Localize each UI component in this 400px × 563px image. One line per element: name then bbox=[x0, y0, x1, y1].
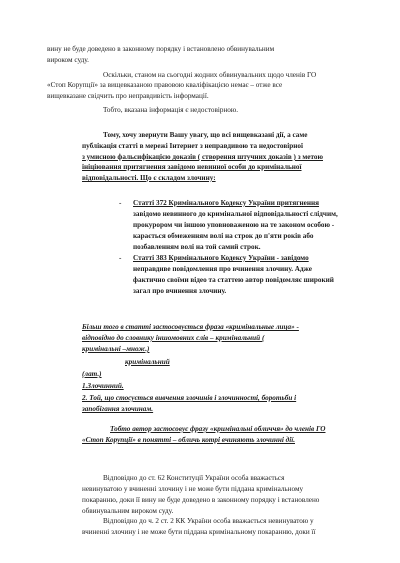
text-line: покаранню, доки її вину не буде доведено в законному порядку і встановлено bbox=[82, 496, 320, 504]
bullet-marker: - bbox=[119, 199, 122, 207]
text-line: вину не буде доведено в законному порядку і встановлено обвинувальним bbox=[47, 45, 275, 53]
text-line: кримінальний bbox=[125, 358, 170, 366]
text-line: Відповідно до ст. 62 Конституції України особа вважається bbox=[103, 474, 285, 482]
text-line: вчиненні злочину і не може бути піддана кримінальному покаранню, доки її bbox=[82, 528, 316, 536]
text-line: відповідно до словнику іншомовних слів – кримінальний ( bbox=[82, 334, 265, 342]
text-line: Тобто автор застосовує фразу «кримінальні обличчя» до членів ГО bbox=[110, 425, 326, 433]
text-line: Статті 372 Кримінального Кодексу України притягнення bbox=[133, 199, 320, 207]
text-line: запобігання злочинам. bbox=[82, 405, 154, 413]
text-line: Тому, хочу звернути Вашу увагу, що всі вищевказані дії, а саме bbox=[103, 131, 308, 139]
text-line: позбавленням волі на той самий строк. bbox=[133, 243, 261, 251]
text-line: карається обмеженням волі на строк до п'яти років або bbox=[133, 232, 314, 240]
text-line: «Стоп Корупції» в понятті – обличь котрі вчиняють злочинні дії. bbox=[82, 436, 295, 444]
text-line: кримінальні –множ.) bbox=[82, 345, 150, 353]
text-line: Відповідно до ч. 2 ст. 2 КК України особа вважається невинуватою у bbox=[103, 517, 314, 525]
text-line: Більш того в статті застосовується фраза «кримінальные лица» - bbox=[82, 323, 299, 331]
text-line: невинуватою у вчиненні злочину і не може бути піддана кримінальному bbox=[82, 485, 304, 493]
text-line: загал про вчинення злочину. bbox=[133, 287, 227, 295]
text-line: вироком суду. bbox=[47, 56, 89, 64]
text-line: прокурором чи іншою уповноваженою на те законом особою - bbox=[133, 221, 335, 229]
bullet-marker: - bbox=[119, 254, 122, 262]
text-line: відповідальності. Що є складом злочину: bbox=[82, 174, 216, 182]
text-line: вищевказане свідчить про неправдивість інформації. bbox=[47, 92, 209, 100]
text-line: 1.Злочинний. bbox=[82, 382, 124, 390]
text-line: (лат.) bbox=[82, 370, 102, 378]
text-line: Тобто, вказана інформація є недостовірною. bbox=[103, 106, 239, 114]
text-line: 2. Той, що стосується вивчення злочинів і злочинності, боротьби і bbox=[82, 394, 297, 402]
text-line: завідомо невинного до кримінальної відповідальності слідчим, bbox=[133, 210, 338, 218]
text-line: з умисною фальсифікацією доказів ( створення штучних доказів ) з метою bbox=[82, 153, 323, 161]
text-line: Оскільки, станом на сьогодні жодних обвинувальних щодо членів ГО bbox=[103, 71, 317, 79]
text-line: фактично своїми відео та статтею автор повідомляє широкий bbox=[133, 276, 334, 284]
text-line: неправдиве повідомлення про вчинення злочину. Адже bbox=[133, 265, 312, 273]
text-line: Статті 383 Кримінального Кодексу України - завідомо bbox=[133, 254, 309, 262]
text-line: обвинувальним вироком суду. bbox=[82, 507, 174, 515]
text-line: ініціювання притягнення завідомо невинної особи до кримінальної bbox=[82, 163, 302, 171]
text-line: публікація статті в мережі Інтернет з неправдивою та недостовірної bbox=[82, 142, 303, 150]
text-line: «Стоп Корупції» за вищевказаною правовою кваліфікацією немає – отже все bbox=[47, 81, 283, 89]
